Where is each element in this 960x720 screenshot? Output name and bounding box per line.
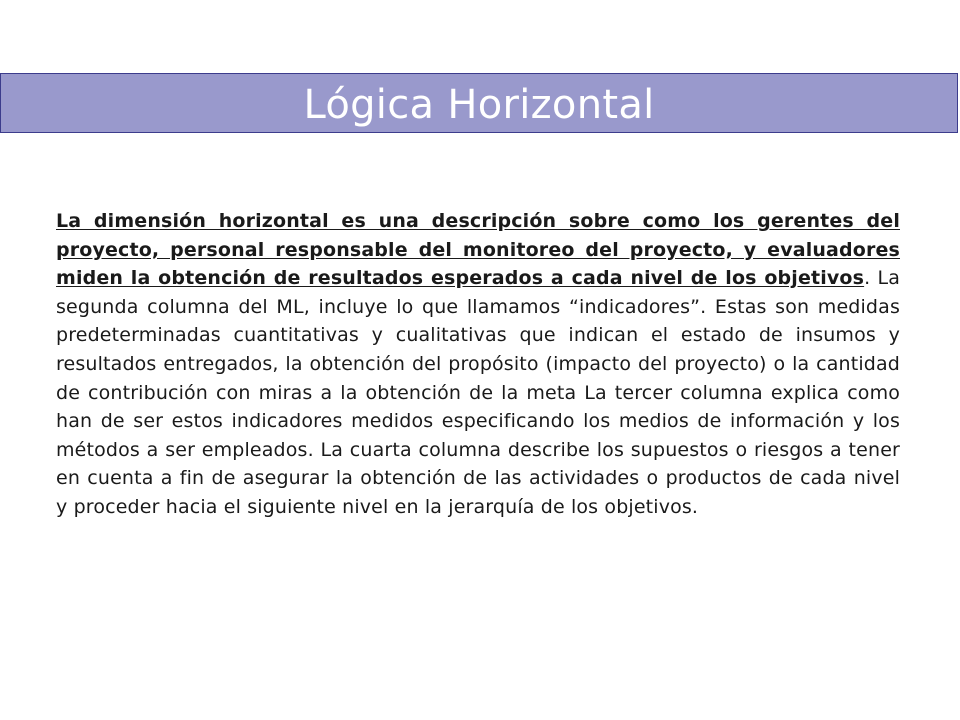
emphasized-text: La dimensión horizontal es una descripción sobre como los gerentes del proyecto, personal responsable del monitoreo del proyecto, y evaluadores miden la obtención de resultados esperados a cada nivel de los objetivos xyxy=(56,210,900,290)
paragraph-text: . La segunda columna del ML, incluye lo que llamamos “indicadores”. Estas son medidas predeterminadas cuantitativas y cualitativas que indican el estado de insumos y resultados entregados, la obtención del propósito (impacto del proyecto) o la cantidad de contribución con miras a la obtención de la meta La tercer columna explica como han de ser estos indicadores medidos especificando los medios de información y los métodos a ser empleados. La cuarta columna describe los supuestos o riesgos a tener en cuenta a fin de asegurar la obtención de las actividades o productos de cada nivel y proceder hacia el siguiente nivel en la jerarquía de los objetivos. xyxy=(56,267,900,518)
body-paragraph xyxy=(56,207,900,522)
title-bar xyxy=(0,73,958,133)
slide-title: Lógica Horizontal xyxy=(303,82,655,128)
